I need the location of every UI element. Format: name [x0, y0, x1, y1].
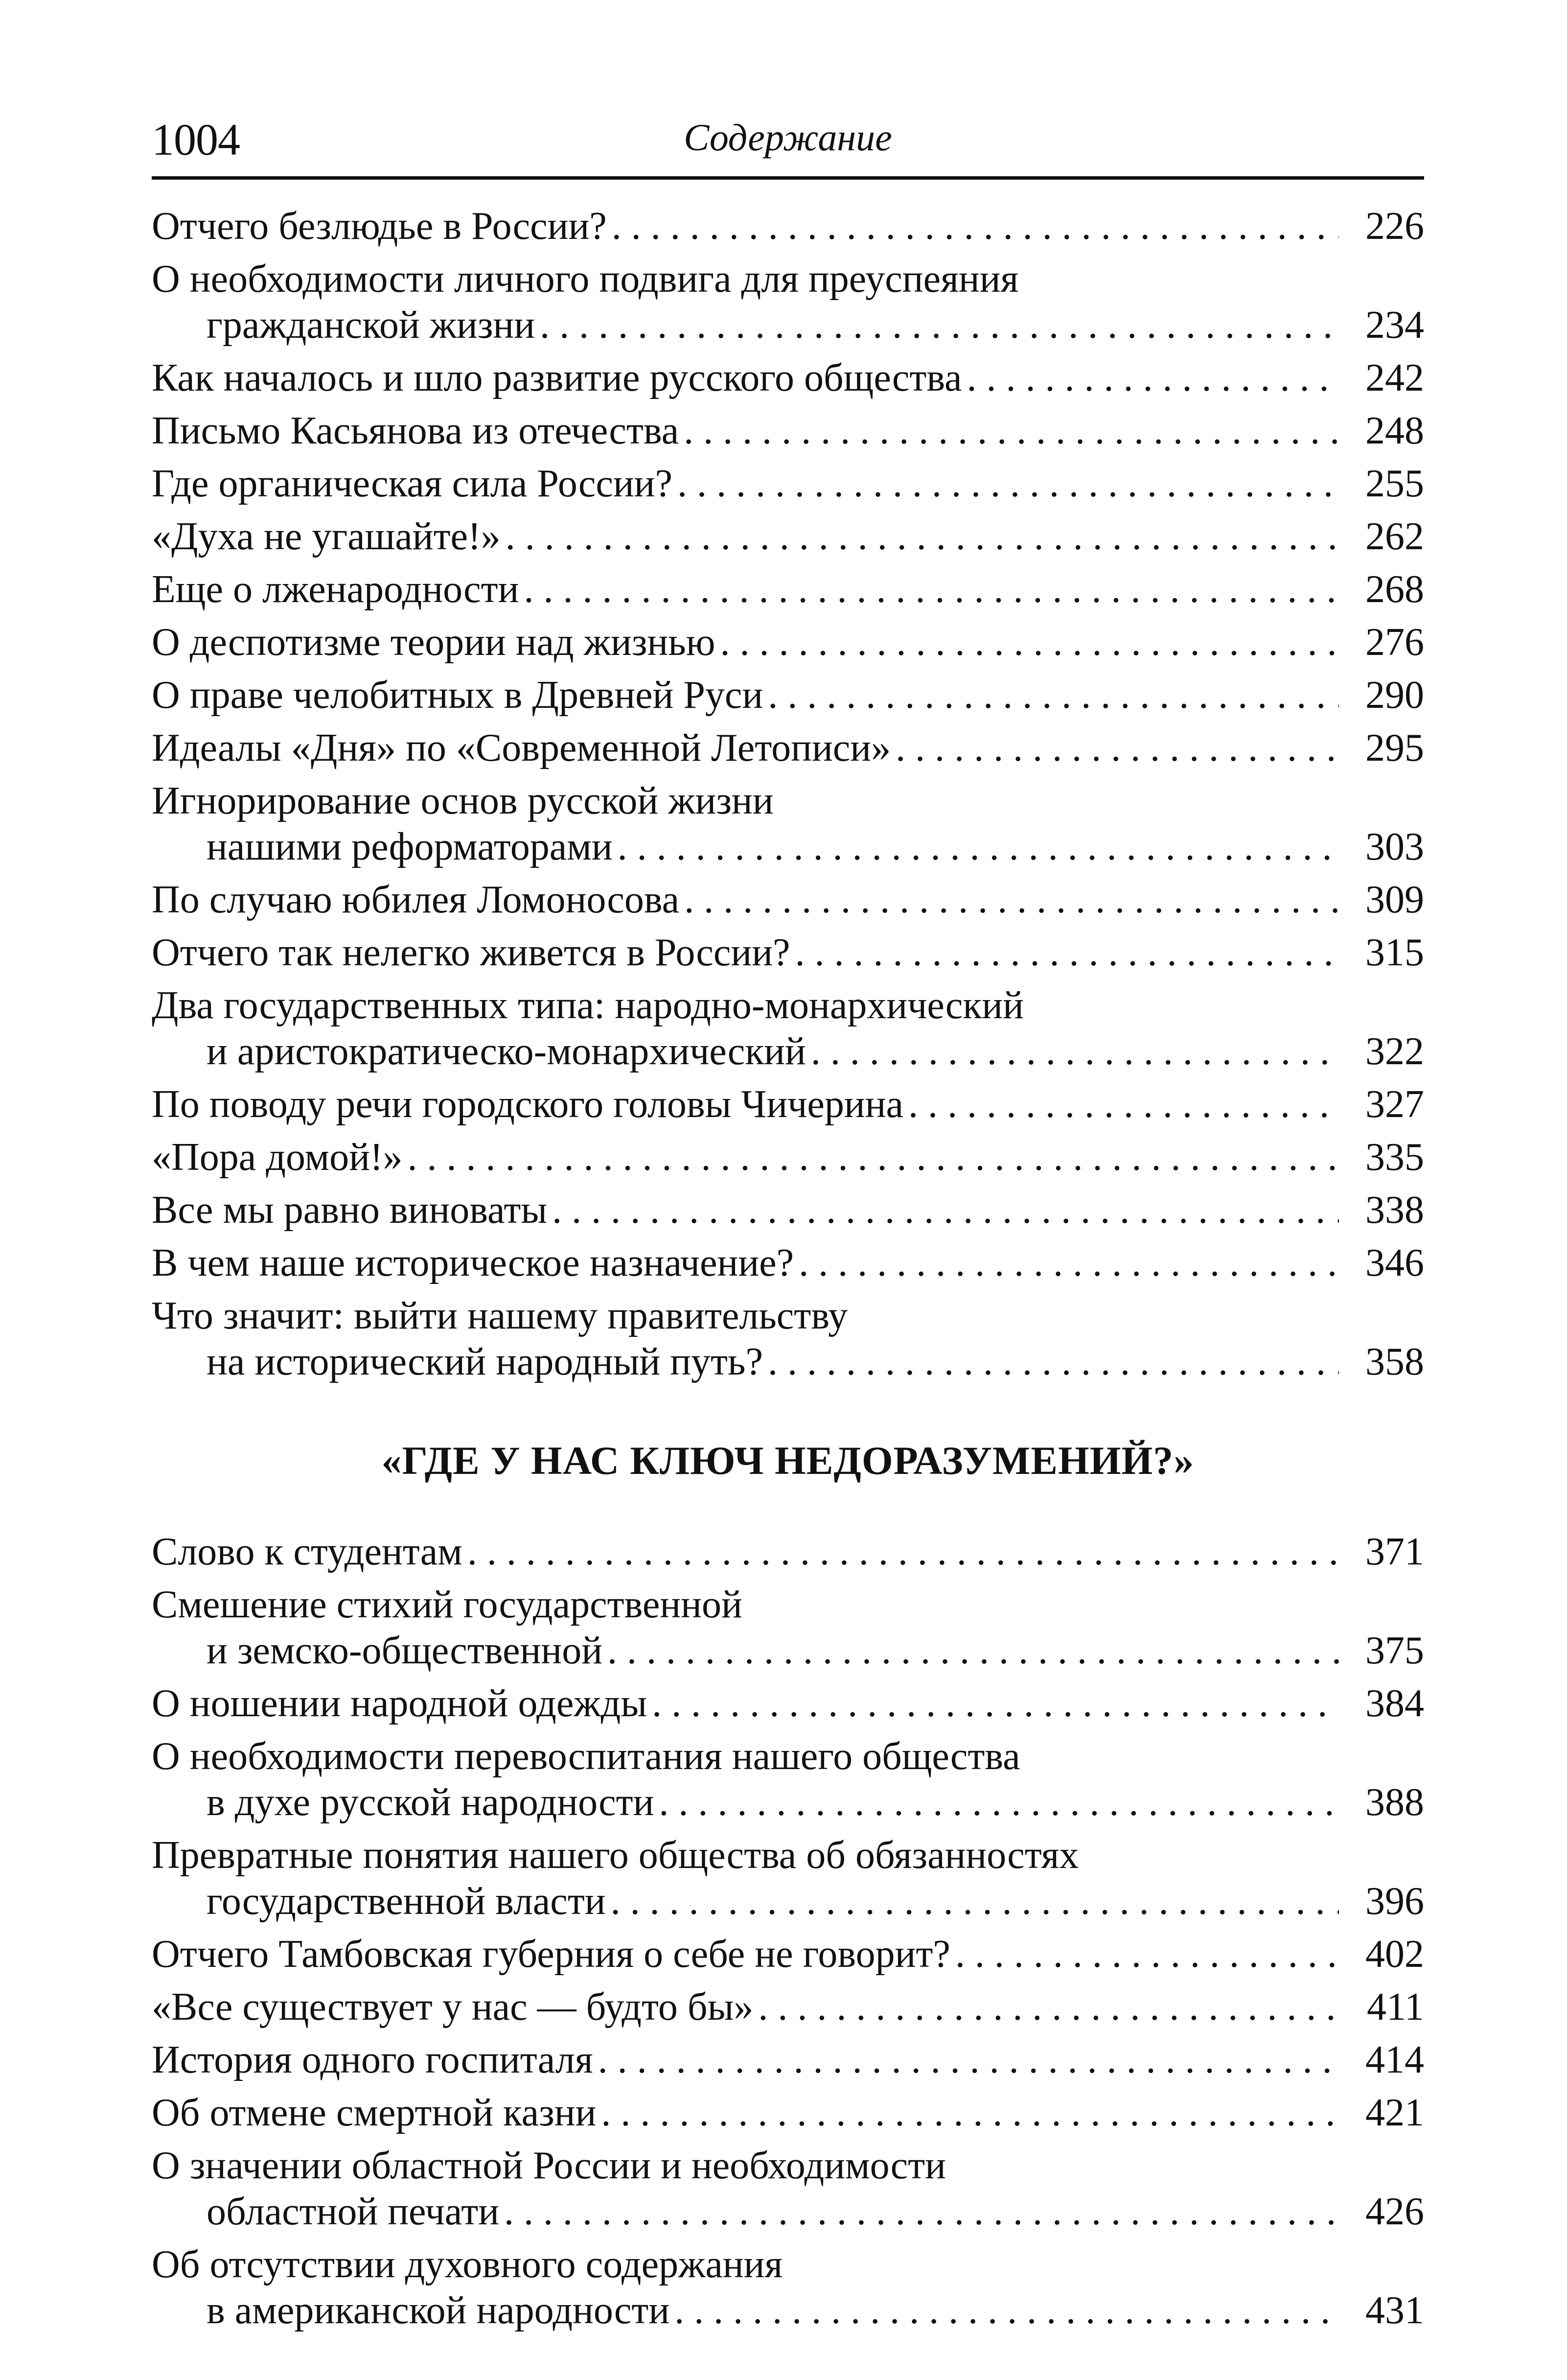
dot-leader — [601, 2090, 1339, 2136]
toc-entry-page-number: 290 — [1365, 674, 1424, 717]
toc-entry — [152, 1832, 1424, 1924]
toc-entry-title-line: По поводу речи городского головы Чичерина — [152, 1083, 904, 1126]
toc-entry-page-number: 396 — [1365, 1880, 1424, 1923]
dot-leader — [896, 725, 1339, 771]
toc-entry-page-number: 268 — [1365, 568, 1424, 611]
toc-entry-page-number: 414 — [1365, 2038, 1424, 2081]
toc-entry — [152, 355, 1424, 401]
toc-entry-line — [152, 203, 1424, 249]
toc-entry — [152, 2037, 1424, 2083]
running-header — [152, 103, 1424, 180]
toc-entry-title-line: Что значит: выйти нашему правительству — [152, 1294, 848, 1337]
dot-leader — [659, 1779, 1339, 1825]
toc-entry — [152, 256, 1424, 348]
toc-entry-title-line: гражданской жизни — [207, 303, 535, 347]
toc-entry-line — [152, 824, 1424, 870]
toc-entry — [152, 203, 1424, 249]
toc-entry-page-number: 338 — [1365, 1189, 1424, 1232]
toc-entry — [152, 672, 1424, 718]
toc-entry-title-line: в американской народности — [207, 2289, 670, 2332]
dot-leader — [677, 461, 1339, 507]
toc-entry-line — [152, 1984, 1424, 2030]
toc-entry — [152, 461, 1424, 507]
dot-leader — [967, 355, 1339, 401]
toc-entry-title-line: В чем наше историческое назначение? — [152, 1241, 794, 1284]
dot-leader — [795, 930, 1339, 976]
toc-entry-title-line: на исторический народный путь? — [207, 1340, 763, 1383]
toc-entry-line — [152, 302, 1424, 348]
toc-entry-title-line: Об отсутствии духовного содержания — [152, 2243, 783, 2286]
toc-entry-page-number: 303 — [1365, 825, 1424, 868]
toc-entry-title-line: Письмо Касьянова из отечества — [152, 409, 679, 452]
toc-entry-line — [152, 1680, 1424, 1727]
toc-entry-page-number: 234 — [1365, 303, 1424, 347]
dot-leader — [598, 2037, 1339, 2083]
toc-entry-title-line: О необходимости личного подвига для преуспеяния — [152, 257, 1019, 301]
toc-entry — [152, 1931, 1424, 1977]
toc-entry — [152, 1187, 1424, 1233]
toc-entry-line — [152, 566, 1424, 612]
toc-entry-page-number: 346 — [1365, 1241, 1424, 1284]
toc-entry-page-number: 322 — [1365, 1030, 1424, 1073]
toc-entry-line — [152, 2037, 1424, 2083]
toc-entry-page-number: 327 — [1365, 1083, 1424, 1126]
toc-entry-line — [152, 1931, 1424, 1977]
toc-entry-title-line: Где органическая сила России? — [152, 462, 672, 505]
toc-entry — [152, 877, 1424, 923]
toc-entry-line — [152, 513, 1424, 560]
toc-entry-page-number: 358 — [1365, 1340, 1424, 1383]
toc-entry-page-number: 335 — [1365, 1136, 1424, 1179]
toc-entry-title-line: Об отмене смертной казни — [152, 2091, 597, 2134]
toc-entry — [152, 930, 1424, 976]
toc-entry-title-line: в духе русской народности — [207, 1781, 654, 1824]
toc-entry — [152, 778, 1424, 870]
toc-entry-line — [152, 1339, 1424, 1385]
toc-entry — [152, 513, 1424, 560]
toc-entry — [152, 1240, 1424, 1286]
toc-entry-page-number: 421 — [1365, 2091, 1424, 2134]
toc-entry-page-number: 276 — [1365, 621, 1424, 664]
dot-leader — [607, 1628, 1339, 1674]
dot-leader — [504, 2189, 1339, 2235]
toc-entry-title-line: нашими реформаторами — [207, 825, 613, 868]
toc-entry-line — [152, 461, 1424, 507]
toc-entry-line — [152, 2189, 1424, 2235]
toc-entry-page-number: 315 — [1365, 931, 1424, 974]
toc-entry-title-line: О необходимости перевоспитания нашего общества — [152, 1735, 1020, 1778]
toc-entry-title-line: О ношении народной одежды — [152, 1682, 647, 1725]
toc-entry-line — [152, 1028, 1424, 1074]
toc-entry — [152, 1733, 1424, 1825]
dot-leader — [684, 408, 1339, 454]
toc-entry-title-line: и аристократическо-монархический — [207, 1030, 806, 1073]
toc-entry — [152, 2090, 1424, 2136]
toc-entry-title-line: О праве челобитных в Древней Руси — [152, 674, 763, 717]
toc-entry-title-line: История одного госпиталя — [152, 2038, 593, 2081]
toc-entry-title-line: «Духа не угашайте!» — [152, 515, 501, 558]
toc-entry-line — [152, 1134, 1424, 1180]
toc-entry-title-line: областной печати — [207, 2190, 500, 2233]
toc-entry — [152, 2241, 1424, 2333]
toc-entry — [152, 1984, 1424, 2030]
toc-entry-title-line: Смешение стихий государственной — [152, 1583, 742, 1626]
toc-entry-line — [152, 877, 1424, 923]
dot-leader — [908, 1081, 1339, 1127]
toc-entry — [152, 1529, 1424, 1575]
toc-entry-title-line: и земско-общественной — [207, 1629, 603, 1672]
toc-entry-page-number: 309 — [1365, 878, 1424, 921]
toc-entry — [152, 566, 1424, 612]
toc-entry-line — [152, 725, 1424, 771]
toc-entry-page-number: 431 — [1365, 2289, 1424, 2332]
toc-entry-title-line: О значении областной России и необходимости — [152, 2144, 946, 2187]
toc-entry-title-line: Отчего безлюдье в России? — [152, 205, 607, 248]
toc-entry-title-line: Еще о лженародности — [152, 568, 519, 611]
toc-entry-line — [152, 2090, 1424, 2136]
toc-entry-page-number: 226 — [1365, 205, 1424, 248]
toc-entry-page-number: 262 — [1365, 515, 1424, 558]
dot-leader — [684, 877, 1339, 923]
toc-entry-line — [152, 930, 1424, 976]
dot-leader — [618, 824, 1339, 870]
toc-entry-page-number: 255 — [1365, 462, 1424, 505]
dot-leader — [540, 302, 1339, 348]
dot-leader — [552, 1187, 1339, 1233]
toc-entry-line — [152, 1081, 1424, 1127]
toc-entry-title-line: По случаю юбилея Ломоносова — [152, 878, 680, 921]
toc-entry — [152, 1134, 1424, 1180]
toc-entry-line — [152, 2287, 1424, 2333]
page-number: 1004 — [152, 115, 240, 164]
toc-entry-title-line: Игнорирование основ русской жизни — [152, 779, 774, 822]
toc-entry-page-number: 426 — [1365, 2190, 1424, 2233]
toc-entry-title-line: Как началось и шло развитие русского общества — [152, 356, 962, 399]
dot-leader — [506, 513, 1339, 560]
toc-entry-title-line: Идеалы «Дня» по «Современной Летописи» — [152, 726, 891, 770]
dot-leader — [758, 1984, 1339, 2030]
toc-entry — [152, 1582, 1424, 1674]
dot-leader — [799, 1240, 1339, 1286]
running-title: Содержание — [684, 116, 892, 159]
section-heading: «ГДЕ У НАС КЛЮЧ НЕДОРАЗУМЕНИЙ?» — [381, 1438, 1195, 1483]
dot-leader — [720, 619, 1339, 665]
toc-entry-line — [152, 619, 1424, 665]
dot-leader — [768, 672, 1339, 718]
toc-entry — [152, 1081, 1424, 1127]
toc-entry-page-number: 242 — [1365, 356, 1424, 399]
toc-entry-line — [152, 1779, 1424, 1825]
toc-list-after — [152, 1529, 1424, 2333]
toc-entry — [152, 619, 1424, 665]
toc-entry-line — [152, 1240, 1424, 1286]
toc-entry-title-line: Превратные понятия нашего общества об обязанностях — [152, 1834, 1079, 1877]
toc-entry-page-number: 384 — [1365, 1682, 1424, 1725]
dot-leader — [408, 1134, 1339, 1180]
toc-entry — [152, 408, 1424, 454]
toc-entry-line — [152, 408, 1424, 454]
toc-entry-page-number: 375 — [1365, 1629, 1424, 1672]
toc-entry-page-number: 295 — [1365, 726, 1424, 770]
dot-leader — [811, 1028, 1339, 1074]
dot-leader — [612, 203, 1339, 249]
dot-leader — [652, 1680, 1339, 1727]
toc-entry-title-line: Слово к студентам — [152, 1530, 462, 1573]
toc-entry-line — [152, 1187, 1424, 1233]
toc-entry-title-line: Два государственных типа: народно-монархический — [152, 984, 1024, 1027]
toc-entry-title-line: Все мы равно виноваты — [152, 1189, 548, 1232]
toc-entry-line — [152, 355, 1424, 401]
toc-entry-title-line: «Пора домой!» — [152, 1136, 403, 1179]
dot-leader — [768, 1339, 1339, 1385]
toc-entry-title-line: О деспотизме теории над жизнью — [152, 621, 715, 664]
toc-entry-page-number: 371 — [1365, 1530, 1424, 1573]
toc-entry-title-line: «Все существует у нас — будто бы» — [152, 1985, 754, 2029]
dot-leader — [674, 2287, 1339, 2333]
toc-entry-line — [152, 1628, 1424, 1674]
book-page — [152, 103, 1424, 2340]
toc-entry-page-number: 411 — [1366, 1985, 1424, 2029]
toc-entry — [152, 725, 1424, 771]
toc-entry-page-number: 248 — [1365, 409, 1424, 452]
toc-entry — [152, 2143, 1424, 2235]
toc-list-before — [152, 203, 1424, 1385]
toc-entry-line — [152, 1878, 1424, 1924]
dot-leader — [955, 1931, 1339, 1977]
toc-entry-page-number: 402 — [1365, 1933, 1424, 1976]
toc-entry-page-number: 388 — [1365, 1781, 1424, 1824]
toc-entry-line — [152, 672, 1424, 718]
dot-leader — [524, 566, 1339, 612]
toc-entry — [152, 1680, 1424, 1727]
toc-entry-title-line: Отчего так нелегко живется в России? — [152, 931, 790, 974]
toc-entry-line — [152, 1529, 1424, 1575]
toc-entry — [152, 1293, 1424, 1385]
toc-entry-title-line: Отчего Тамбовская губерния о себе не говорит? — [152, 1933, 950, 1976]
toc-entry — [152, 982, 1424, 1074]
dot-leader — [467, 1529, 1339, 1575]
toc-entry-title-line: государственной власти — [207, 1880, 606, 1923]
dot-leader — [611, 1878, 1339, 1924]
